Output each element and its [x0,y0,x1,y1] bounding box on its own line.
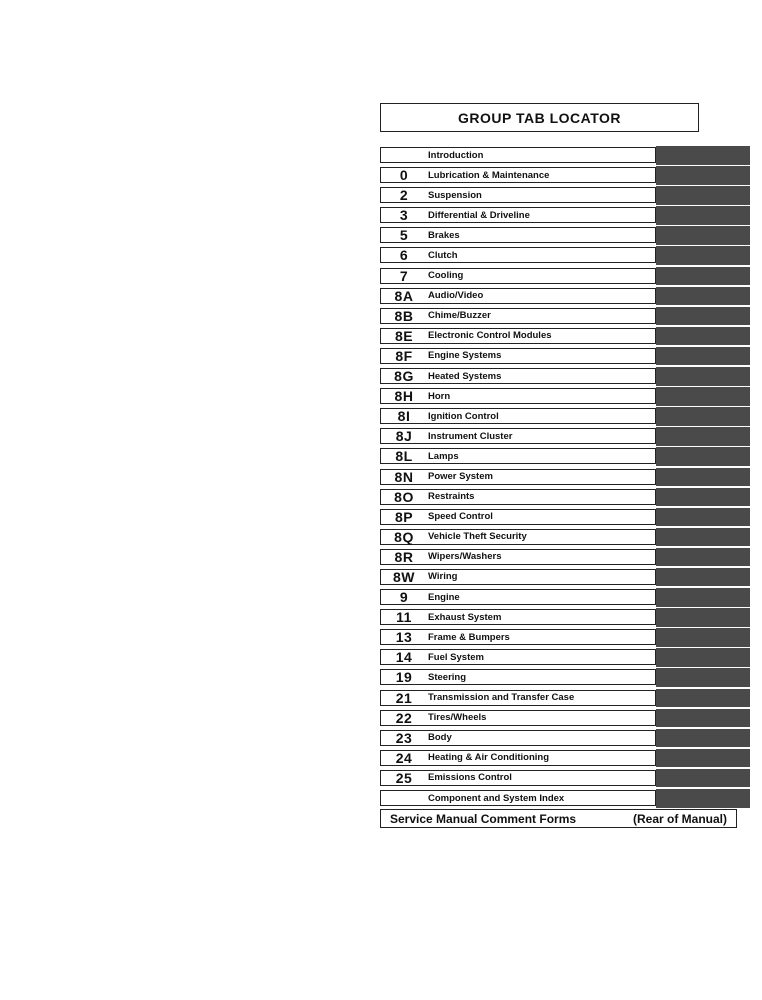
tab-label: Heated Systems [428,370,502,382]
tab-row[interactable] [380,307,750,327]
tab-cell [380,589,656,605]
tab-row[interactable] [380,347,750,367]
tab-row[interactable] [380,246,750,266]
tab-label: Wipers/Washers [428,551,502,563]
tab-number: 8L [395,448,413,465]
tab-cell [380,649,656,665]
tab-number: 8I [397,408,411,425]
tab-cell [380,529,656,545]
tab-number: 11 [396,609,412,626]
tab-number: 5 [399,227,409,244]
tab-cell [380,489,656,505]
tab-cell [380,609,656,625]
tab-number: 8Q [394,528,414,545]
tab-row[interactable] [380,186,750,206]
comment-forms-location: (Rear of Manual) [632,811,727,826]
tab-row[interactable] [380,488,750,508]
tab-cell [380,790,656,806]
tab-marker [656,206,750,225]
tab-label: Fuel System [428,651,484,663]
tab-number: 21 [395,689,413,706]
tab-row[interactable] [380,648,750,668]
tab-label: Audio/Video [428,290,484,302]
tab-cell [380,408,656,424]
tab-marker [656,468,750,487]
tab-list [380,146,750,809]
tab-label: Ignition Control [428,410,499,422]
tab-number: 2 [399,187,409,204]
tab-marker [656,729,750,748]
tab-cell [380,167,656,183]
tab-number: 24 [395,749,413,766]
tab-label: Cooling [428,270,464,282]
tab-row[interactable] [380,729,750,749]
tab-number: 22 [395,709,413,726]
tab-marker [656,447,750,466]
tab-label: Engine [428,591,460,603]
tab-label: Suspension [428,189,482,201]
tab-label: Wiring [428,571,458,583]
tab-row[interactable] [380,387,750,407]
tab-cell [380,348,656,364]
tab-cell [380,428,656,444]
tab-marker [656,367,750,386]
tab-row[interactable] [380,548,750,568]
tab-label: Electronic Control Modules [428,330,552,342]
tab-row[interactable] [380,206,750,226]
tab-row[interactable] [380,709,750,729]
tab-row[interactable] [380,789,750,809]
tab-cell [380,710,656,726]
tab-label: Lamps [428,450,459,462]
comment-forms-box [380,809,737,828]
tab-marker [656,146,750,165]
tab-cell [380,368,656,384]
tab-cell [380,509,656,525]
tab-cell [380,388,656,404]
tab-row[interactable] [380,668,750,688]
tab-marker [656,246,750,265]
tab-label: Restraints [428,491,475,503]
tab-number: 8G [394,368,414,385]
tab-number: 8F [395,347,413,364]
tab-row[interactable] [380,769,750,789]
tab-label: Instrument Cluster [428,430,513,442]
tab-label: Chime/Buzzer [428,310,491,322]
tab-marker [656,407,750,426]
tab-cell [380,629,656,645]
tab-number: 8O [394,488,414,505]
tab-number: 7 [399,267,409,284]
tab-cell [380,187,656,203]
tab-label: Brakes [428,229,460,241]
tab-marker [656,709,750,728]
tab-label: Body [428,732,452,744]
tab-number: 3 [399,207,409,224]
tab-marker [656,648,750,667]
page-title: GROUP TAB LOCATOR [380,103,699,132]
tab-cell [380,569,656,585]
tab-label: Clutch [428,249,458,261]
tab-row[interactable] [380,468,750,488]
tab-label: Steering [428,671,467,683]
tab-marker [656,568,750,587]
tab-row[interactable] [380,226,750,246]
tab-marker [656,347,750,366]
tab-cell [380,549,656,565]
tab-cell [380,328,656,344]
tab-marker [656,769,750,788]
tab-label: Engine Systems [428,350,502,362]
tab-cell [380,750,656,766]
tab-marker [656,166,750,185]
tab-label: Speed Control [428,511,493,523]
tab-marker [656,186,750,205]
tab-cell [380,448,656,464]
tab-row[interactable] [380,287,750,307]
tab-number: 0 [399,167,409,184]
tab-label: Vehicle Theft Security [428,531,527,543]
tab-row[interactable] [380,568,750,588]
tab-marker [656,588,750,607]
tab-marker [656,287,750,306]
tab-row[interactable] [380,608,750,628]
tab-row[interactable] [380,749,750,769]
tab-marker [656,267,750,286]
tab-marker [656,307,750,326]
tab-cell [380,147,656,163]
tab-cell [380,730,656,746]
tab-marker [656,689,750,708]
tab-marker [656,327,750,346]
tab-label: Transmission and Transfer Case [428,692,575,704]
tab-number: 25 [395,769,413,786]
tab-number: 8H [394,388,414,405]
tab-number: 8N [394,468,414,485]
tab-label: Component and System Index [428,792,565,804]
tab-row[interactable] [380,427,750,447]
tab-number: 14 [395,649,413,666]
tab-number: 23 [395,729,413,746]
tab-cell [380,690,656,706]
tab-number: 13 [395,629,413,646]
tab-cell [380,308,656,324]
tab-number: 9 [399,589,409,606]
tab-row[interactable] [380,407,750,427]
tab-label: Horn [428,390,451,402]
tab-label: Frame & Bumpers [428,631,510,643]
tab-cell [380,669,656,685]
tab-label: Tires/Wheels [428,712,487,724]
tab-number: 8A [394,287,414,304]
tab-marker [656,628,750,647]
tab-number: 19 [395,669,413,686]
tab-marker [656,508,750,527]
tab-number: 8P [394,508,414,525]
tab-number: 8B [394,307,414,324]
tab-cell [380,288,656,304]
tab-label: Exhaust System [428,611,502,623]
tab-label: Power System [428,471,493,482]
tab-row[interactable] [380,267,750,287]
tab-label: Emissions Control [428,772,512,784]
tab-row[interactable] [380,447,750,467]
tab-marker [656,226,750,245]
tab-row[interactable] [380,689,750,709]
tab-marker [656,749,750,768]
tab-number: 8J [395,428,413,445]
tab-marker [656,789,750,808]
tab-label: Heating & Air Conditioning [428,752,550,764]
tab-row[interactable] [380,166,750,186]
tab-cell [380,469,656,485]
tab-cell [380,227,656,243]
tab-row[interactable] [380,367,750,387]
tab-label: Lubrication & Maintenance [428,169,550,181]
tab-marker [656,608,750,627]
tab-marker [656,668,750,687]
tab-number: 8R [394,548,414,565]
tab-number: 8W [393,568,415,585]
tab-number: 6 [399,247,409,264]
tab-marker [656,548,750,567]
tab-cell [380,207,656,223]
tab-row[interactable] [380,508,750,528]
tab-cell [380,268,656,284]
tab-number: 8E [394,327,414,344]
tab-row[interactable] [380,146,750,166]
tab-cell [380,770,656,786]
tab-marker [656,528,750,547]
tab-row[interactable] [380,588,750,608]
comment-forms-label: Service Manual Comment Forms [390,811,577,826]
tab-marker [656,427,750,446]
tab-row[interactable] [380,327,750,347]
tab-marker [656,387,750,406]
tab-label: Differential & Driveline [428,209,530,221]
tab-label: Introduction [428,149,484,161]
tab-row[interactable] [380,528,750,548]
tab-row[interactable] [380,628,750,648]
tab-marker [656,488,750,507]
tab-cell [380,247,656,263]
